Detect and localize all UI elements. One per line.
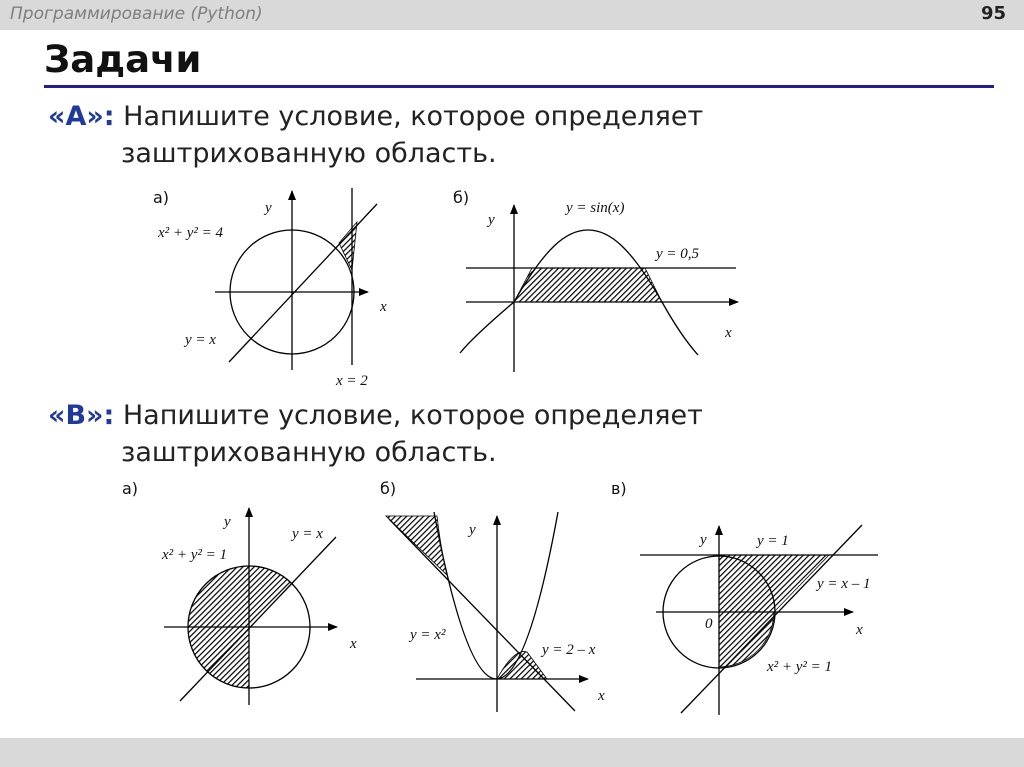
task-a-line1: Напишите условие, которое определяет (123, 101, 704, 132)
x-axis-label: x (350, 636, 357, 652)
line-x-eq-2-label: x = 2 (336, 373, 368, 389)
parabola-label: y = x² (410, 627, 446, 643)
line-y-eq-x-label: y = x (185, 332, 216, 348)
page-number: 95 (980, 3, 1006, 24)
y-axis-label: y (700, 532, 707, 548)
line-y-eq-1-label: y = 1 (757, 533, 789, 549)
figure-a-b (453, 188, 738, 372)
figure-a-b-label: б) (453, 188, 470, 207)
x-axis-label: x (598, 688, 605, 704)
circle-equation-label: x² + y² = 4 (158, 225, 224, 241)
figure-a-a (153, 188, 387, 389)
shaded-sector-top (249, 566, 293, 627)
task-b-tag: «B»: (48, 400, 115, 431)
line-y-eq-x (229, 204, 377, 362)
line-y-eq-x-minus-1-label: y = x – 1 (817, 576, 871, 592)
course-title: Программирование (Python) (10, 4, 263, 24)
sine-right (662, 302, 698, 355)
task-b-line1: Напишите условие, которое определяет (122, 400, 703, 431)
line-y-eq-half-label: y = 0,5 (656, 246, 700, 262)
line-y-eq-x-label: y = x (292, 526, 323, 542)
x-axis-label: x (856, 622, 863, 638)
figure-a-a-label: а) (153, 188, 170, 207)
figure-b-a (122, 479, 357, 705)
sine-left (460, 302, 514, 353)
x-axis-label: x (380, 299, 387, 315)
line-y-eq-2-minus-x (389, 519, 575, 711)
task-a-tag: «A»: (48, 101, 115, 132)
line-label: y = 2 – x (542, 642, 596, 658)
footer-bar (0, 738, 1024, 767)
shaded-region (719, 555, 829, 667)
y-axis-label: y (224, 514, 231, 530)
figure-b-b-label: б) (380, 479, 397, 498)
slide-title: Задачи (44, 38, 202, 81)
figure-b-v-label: в) (611, 479, 627, 498)
parabola-curve (434, 512, 558, 679)
circle-equation-label: x² + y² = 1 (162, 547, 228, 563)
origin-label: 0 (705, 616, 713, 632)
sine-label: y = sin(x) (566, 200, 625, 216)
shaded-region (514, 268, 662, 302)
figure-b-v (611, 479, 878, 715)
y-axis-label: y (469, 522, 476, 538)
shaded-region (339, 222, 357, 270)
figure-b-b (380, 479, 605, 712)
figure-b-a-label: а) (122, 479, 139, 498)
circle-equation-label: x² + y² = 1 (767, 659, 833, 675)
x-axis-label: x (725, 325, 732, 341)
task-b-line2: заштрихованную область. (121, 437, 497, 468)
task-a-line2: заштрихованную область. (121, 138, 497, 169)
y-axis-label: y (488, 212, 495, 228)
y-axis-label: y (265, 200, 272, 216)
